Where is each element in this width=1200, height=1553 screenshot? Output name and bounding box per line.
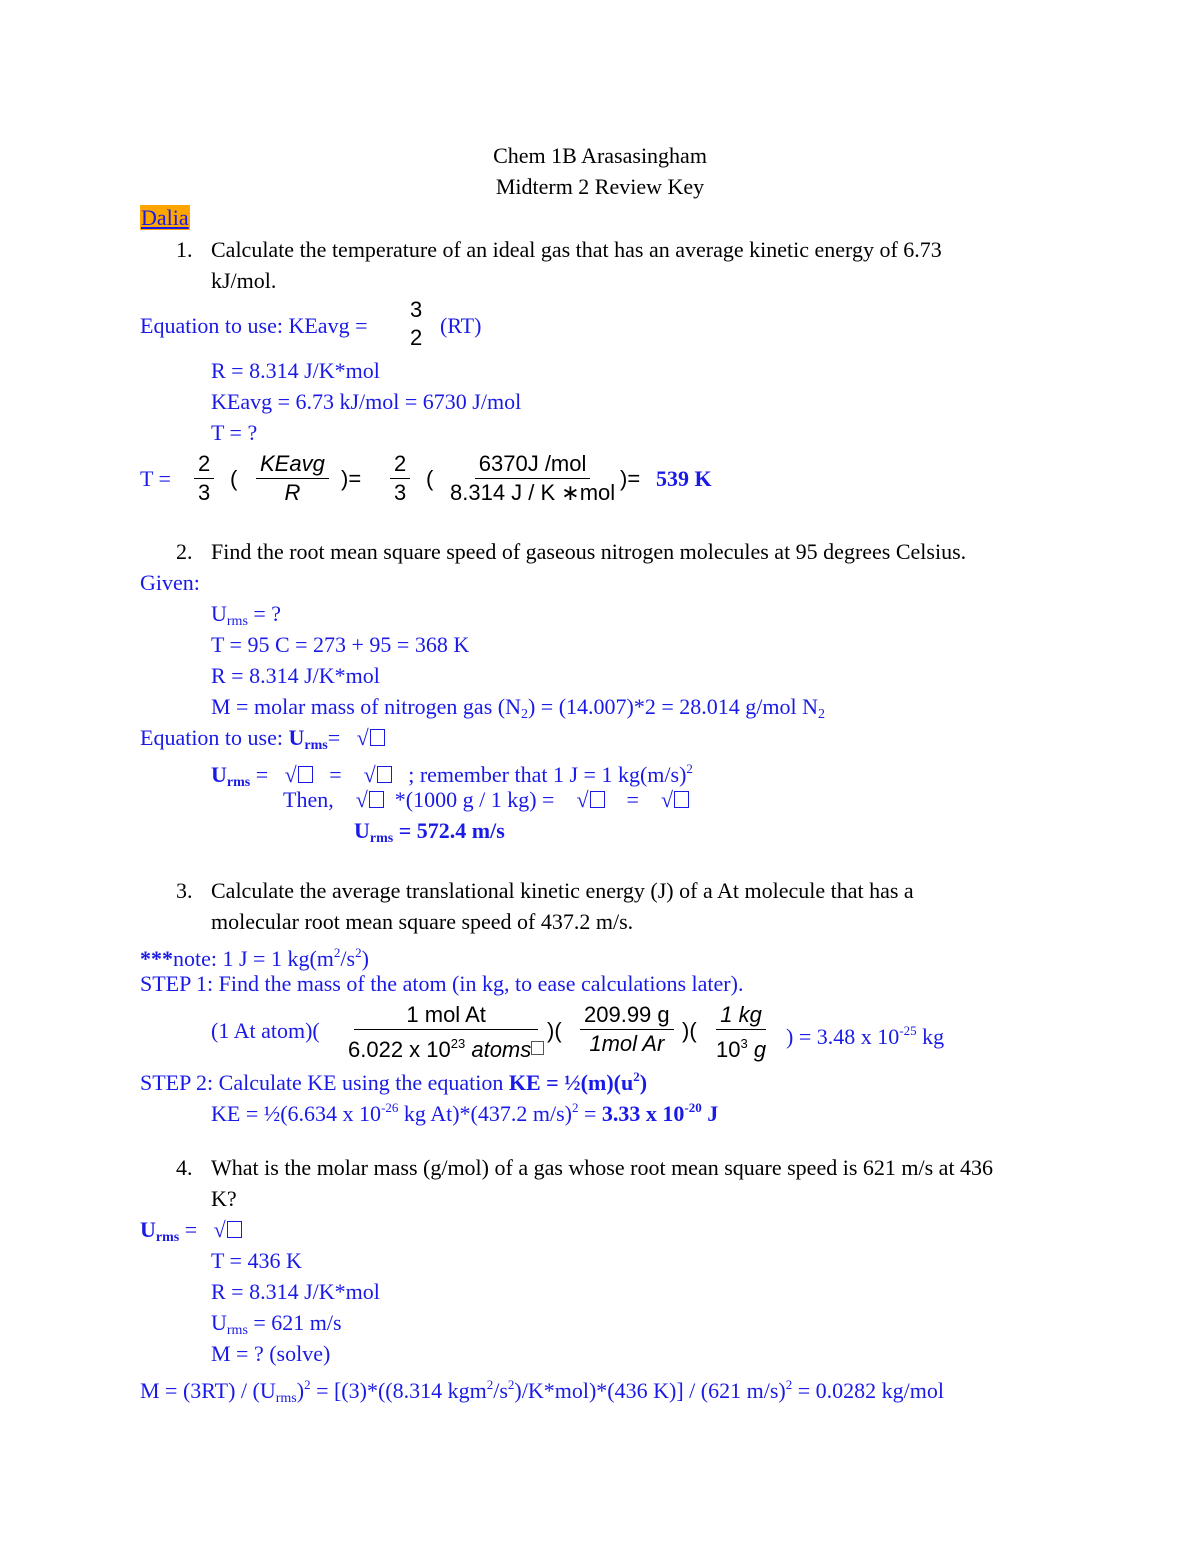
q1-question-line1: Calculate the temperature of an ideal gas that has an average kinetic energy of 6.73 [211,237,942,262]
q3-note-b: /s [340,946,356,971]
q1-open-paren-2: ( [426,466,434,491]
q3-step2-b: KE = ½(m)(u [508,1070,634,1095]
q3-c1-den [344,1030,548,1064]
q3-note-a: note: 1 J = 1 kg(m [173,946,334,971]
q2-question: Find the root mean square speed of gaseous nitrogen molecules at 95 degrees Celsius. [211,539,967,564]
q4-rms: rms [155,1230,180,1245]
q4-final-f: = 0.0282 kg/mol [797,1378,944,1403]
q1-close-eq-1: )= [341,466,362,491]
q2-sqrt-4: √ [355,787,368,812]
q1-given-ke: KEavg = 6.73 kJ/mol = 6730 J/mol [211,389,522,414]
q2-sqrt-3: √ [363,762,376,787]
q2-ans-rms: rms [369,831,394,846]
q3-result-a: ) = 3.48 x 10 [786,1024,900,1049]
q4-r-line: R = 8.314 J/K*mol [211,1279,380,1304]
q1-number: 1. [176,237,193,262]
q3-step2 [140,1063,647,1097]
q3-c2-num [580,1001,674,1030]
q1-given-t: T = ? [211,420,258,445]
q3-note-c: ) [361,946,369,971]
q4-final-sup3: 2 [507,1377,515,1392]
q3-note [140,939,369,973]
q3-c1-num-text: 1 mol At [406,1002,486,1027]
q4-final-sup4: 2 [785,1377,793,1392]
q3-ke-sup2: 2 [571,1100,579,1115]
q3-ke-line [211,1094,718,1128]
q2-m-b: ) = (14.007)*2 = 28.014 g/mol N [527,694,818,719]
placeholder-box-icon [369,791,384,808]
q1-fraction-2-3-b [390,450,410,507]
q1-eq-num: 3 [410,297,423,322]
q3-c3-den-sup: 3 [740,1036,748,1051]
q2-conv: *(1000 g / 1 kg) = [394,787,555,812]
q4-urms-val: = 621 m/s [253,1310,342,1335]
q1-f4-num: 6370J /mol [475,450,591,479]
q3-c2-den: 1mol Ar [589,1031,665,1056]
q2-m-sub: 2 [520,707,528,722]
q2-sqrt-6: √ [660,787,674,812]
q3-ke-a: KE = ½(6.634 x 10 [211,1101,382,1126]
q1-answer: 539 K [656,466,712,491]
q4-final-rms: rms [275,1391,297,1406]
q4-u2: U [211,1310,227,1335]
q3-c2-num-text: 209.99 g [584,1002,670,1027]
author-tag-text: Dalia [141,205,189,230]
doc-subtitle: Midterm 2 Review Key [495,174,705,199]
q1-fraction-keavg-r [256,450,329,507]
q1-f1-num: 2 [194,450,214,479]
q1-f3-den: 3 [394,480,407,505]
q3-ke-ans-a: 3.33 x 10 [601,1101,685,1126]
q3-result-sup: -25 [899,1023,917,1038]
doc-title: Chem 1B Arasasingham [493,143,707,168]
q2-given-label: Given: [140,570,200,595]
q3-result [786,1017,944,1051]
q4-number: 4. [176,1155,193,1180]
q3-c1-den-sup: 23 [450,1036,466,1051]
q3-c1-num [354,1001,537,1030]
q3-conv-fraction-3 [712,1001,770,1064]
q2-eq-eq: = [327,725,341,750]
q3-ke-sup1: -26 [381,1100,399,1115]
q2-answer-value: = 572.4 m/s [398,818,505,843]
q2-m-sub2: 2 [818,707,825,722]
placeholder-box-icon [674,791,689,808]
q1-equation-suffix: (RT) [440,313,482,338]
q1-f2-num: KEavg [256,450,329,479]
q2-sqrt-5: √ [576,787,589,812]
q2-r-line: R = 8.314 J/K*mol [211,663,380,688]
q4-final-line [140,1371,944,1413]
q4-final-e: )/K*mol)*(436 K)] / (621 m/s) [514,1378,786,1403]
q3-question-line1: Calculate the average translational kinetic energy (J) of a At molecule that has a [211,878,914,903]
q3-ke-ans-sup: -20 [684,1100,702,1115]
q2-calc-eq1: = [255,762,269,787]
q2-then-line [283,786,689,814]
q3-note-sup2: 2 [355,945,362,960]
q2-answer [354,817,505,853]
q1-given-r: R = 8.314 J/K*mol [211,358,380,383]
q2-eq-rms: rms [304,738,328,753]
q3-question-line2: molecular root mean square speed of 437.2 m/s. [211,909,634,934]
q4-m-line: M = ? (solve) [211,1341,331,1366]
q1-f2-den: R [284,480,301,505]
author-tag [140,204,190,232]
q3-result-b: kg [922,1024,945,1049]
q4-question-line1: What is the molar mass (g/mol) of a gas whose root mean square speed is 621 m/s at 436 [211,1155,994,1180]
q3-c3-den-a: 10 [716,1037,741,1062]
q3-c1-den-b: atoms [471,1037,532,1062]
q2-sqrt-2: √ [284,762,297,787]
q1-close-eq-2: )= [620,466,641,491]
q1-f3-num: 2 [390,450,410,479]
q4-eq: = [184,1217,198,1242]
q2-ans-u: U [354,818,370,843]
q1-eq-den: 2 [410,325,423,350]
placeholder-box-icon [531,1041,544,1055]
q4-final-d: /s [493,1378,508,1403]
q2-then: Then, [283,787,334,812]
placeholder-box-icon [377,766,392,783]
q4-final-b: ) [296,1378,305,1403]
q1-equation-prefix: Equation to use: KEavg = [140,313,368,338]
q4-rms2: rms [226,1323,248,1338]
q2-calc-eq2: = [329,762,342,787]
q3-step2-sup: 2 [633,1069,640,1084]
q2-eq-label: Equation to use: [140,725,283,750]
q4-final-c: = [(3)*((8.314 kgm [316,1378,487,1403]
q1-question-line2: kJ/mol. [211,268,277,293]
placeholder-box-icon [227,1221,242,1238]
q2-number: 2. [176,539,193,564]
q3-note-stars: *** [140,946,173,971]
placeholder-box-icon [370,729,385,746]
placeholder-box-icon [590,791,605,808]
q2-remember-sup: 2 [686,761,693,776]
q2-u: U [211,601,227,626]
q4-t-line: T = 436 K [211,1248,302,1273]
q2-then-eq: = [626,787,639,812]
q3-conv-fraction-2 [580,1001,674,1058]
q3-ke-ans-b: J [707,1101,719,1126]
q3-sep-2: )( [682,1018,697,1043]
q3-note-sup1: 2 [333,945,341,960]
q3-step1: STEP 1: Find the mass of the atom (in kg, to ease calculations later). [140,971,744,996]
q3-conv-fraction-1 [344,1001,548,1064]
q2-rms-sub: rms [226,614,248,629]
q3-ke-c: = [583,1101,597,1126]
q4-final-sup2: 2 [486,1377,494,1392]
q2-urms-val: = ? [253,601,282,626]
q4-final-a: M = (3RT) / (U [140,1378,276,1403]
q3-number: 3. [176,878,193,903]
q1-fraction-2-3-a [194,450,214,507]
q2-calc-u: U [211,762,227,787]
q2-remember: ; remember that 1 J = 1 kg(m/s) [408,762,687,787]
q3-c3-den-b: g [753,1037,767,1062]
q1-t-label: T = [140,466,171,491]
q1-open-paren-1: ( [230,466,238,491]
q3-c1-den-a: 6.022 x 10 [348,1037,451,1062]
q3-sep-1: )( [547,1018,562,1043]
q3-step2-a: STEP 2: Calculate KE using the equation [140,1070,504,1095]
q2-sqrt-1: √ [356,725,369,750]
q4-sqrt: √ [213,1217,226,1242]
q1-f4-den: 8.314 J / K ∗mol [450,480,616,505]
q4-u: U [140,1217,156,1242]
q3-c3-num: 1 kg [716,1001,766,1030]
placeholder-box-icon [298,766,313,783]
q2-eq-u: U [288,725,305,750]
q2-calc-rms: rms [226,775,251,790]
q4-question-line2: K? [211,1186,237,1211]
q2-m-a: M = molar mass of nitrogen gas (N [211,694,521,719]
q3-step2-c: ) [639,1070,648,1095]
q1-fraction-values [446,450,619,507]
q1-equation-fraction [406,296,426,352]
q4-final-sup1: 2 [304,1377,311,1392]
q3-c3-den [712,1030,770,1064]
q1-f1-den: 3 [198,480,211,505]
q3-ke-b: kg At)*(437.2 m/s) [403,1101,572,1126]
q2-t-line: T = 95 C = 273 + 95 = 368 K [211,632,470,657]
q3-atom: (1 At atom)( [211,1018,320,1043]
